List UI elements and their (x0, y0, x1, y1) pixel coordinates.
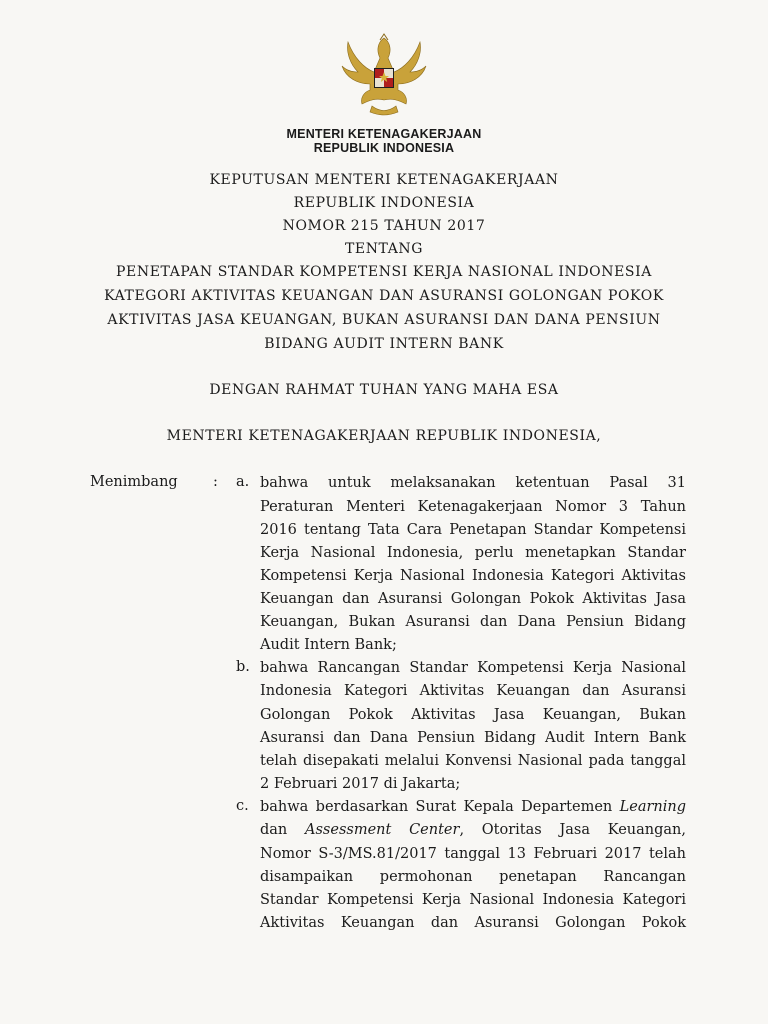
decree-subject-line: PENETAPAN STANDAR KOMPETENSI KERJA NASIONAL INDONESIA (116, 264, 652, 280)
item-letter-c: c. (236, 798, 249, 814)
decree-about: TENTANG (344, 241, 424, 257)
paragraph-line: Aktivitas Keuangan dan Asuransi Golongan Pokok (260, 915, 686, 931)
paragraph-line: disampaikan permohonan penetapan Rancangan (260, 869, 686, 885)
paragraph-line: Kompetensi Kerja Nasional Indonesia Kategori Aktivitas (260, 568, 686, 584)
ministry-header-line1: MENTERI KETENAGAKERJAAN (286, 127, 482, 141)
paragraph-line: 2016 tentang Tata Cara Penetapan Standar Kompetensi (260, 522, 686, 538)
paragraph-line: bahwa Rancangan Standar Kompetensi Kerja Nasional (260, 660, 686, 676)
decree-number: NOMOR 215 TAHUN 2017 (282, 218, 486, 234)
paragraph-line: telah disepakati melalui Konvensi Nasional pada tanggal (260, 753, 686, 769)
paragraph-line (260, 821, 686, 839)
paragraph-line (260, 798, 686, 816)
line-text: dan (260, 822, 306, 838)
item-letter-a: a. (236, 474, 250, 490)
paragraph-line: bahwa untuk melaksanakan ketentuan Pasal 31 (260, 475, 686, 491)
paragraph-line: Keuangan, Bukan Asuransi dan Dana Pensiun Bidang (260, 614, 686, 630)
paragraph-line: Kerja Nasional Indonesia, perlu menetapkan Standar (260, 545, 686, 561)
paragraph-line: Standar Kompetensi Kerja Nasional Indonesia Kategori (260, 892, 686, 908)
paragraph-line: 2 Februari 2017 di Jakarta; (260, 776, 461, 792)
item-letter-b: b. (236, 659, 250, 675)
italic-term: Learning (619, 799, 686, 815)
decree-title: KEPUTUSAN MENTERI KETENAGAKERJAAN (209, 172, 559, 188)
italic-term: Assessment Center (305, 822, 460, 838)
considering-label: Menimbang (90, 474, 178, 490)
decree-country: REPUBLIK INDONESIA (293, 195, 475, 211)
line-text: , Otoritas Jasa Keuangan, (459, 822, 686, 838)
paragraph-line: Peraturan Menteri Ketenagakerjaan Nomor 3 Tahun (260, 499, 686, 515)
decree-subject-line: BIDANG AUDIT INTERN BANK (264, 336, 504, 352)
minister-title: MENTERI KETENAGAKERJAAN REPUBLIK INDONESIA, (166, 428, 602, 444)
paragraph-line: Audit Intern Bank; (260, 637, 397, 653)
ministry-header-line2: REPUBLIK INDONESIA (313, 141, 455, 155)
paragraph-line: Nomor S-3/MS.81/2017 tanggal 13 Februari 2017 telah (260, 846, 686, 862)
line-text: bahwa berdasarkan Surat Kepala Departemen (260, 799, 620, 815)
garuda-pancasila-emblem-icon (340, 28, 428, 118)
decree-subject-line: AKTIVITAS JASA KEUANGAN, BUKAN ASURANSI DAN DANA PENSIUN (107, 312, 661, 328)
paragraph-line: Golongan Pokok Aktivitas Jasa Keuangan, Bukan (260, 707, 686, 723)
invocation: DENGAN RAHMAT TUHAN YANG MAHA ESA (209, 382, 559, 398)
paragraph-line: Asuransi dan Dana Pensiun Bidang Audit Intern Bank (260, 730, 686, 746)
paragraph-line: Indonesia Kategori Aktivitas Keuangan dan Asuransi (260, 683, 686, 699)
considering-colon: : (213, 474, 218, 490)
decree-subject-line: KATEGORI AKTIVITAS KEUANGAN DAN ASURANSI GOLONGAN POKOK (104, 288, 664, 304)
paragraph-line: Keuangan dan Asuransi Golongan Pokok Aktivitas Jasa (260, 591, 686, 607)
